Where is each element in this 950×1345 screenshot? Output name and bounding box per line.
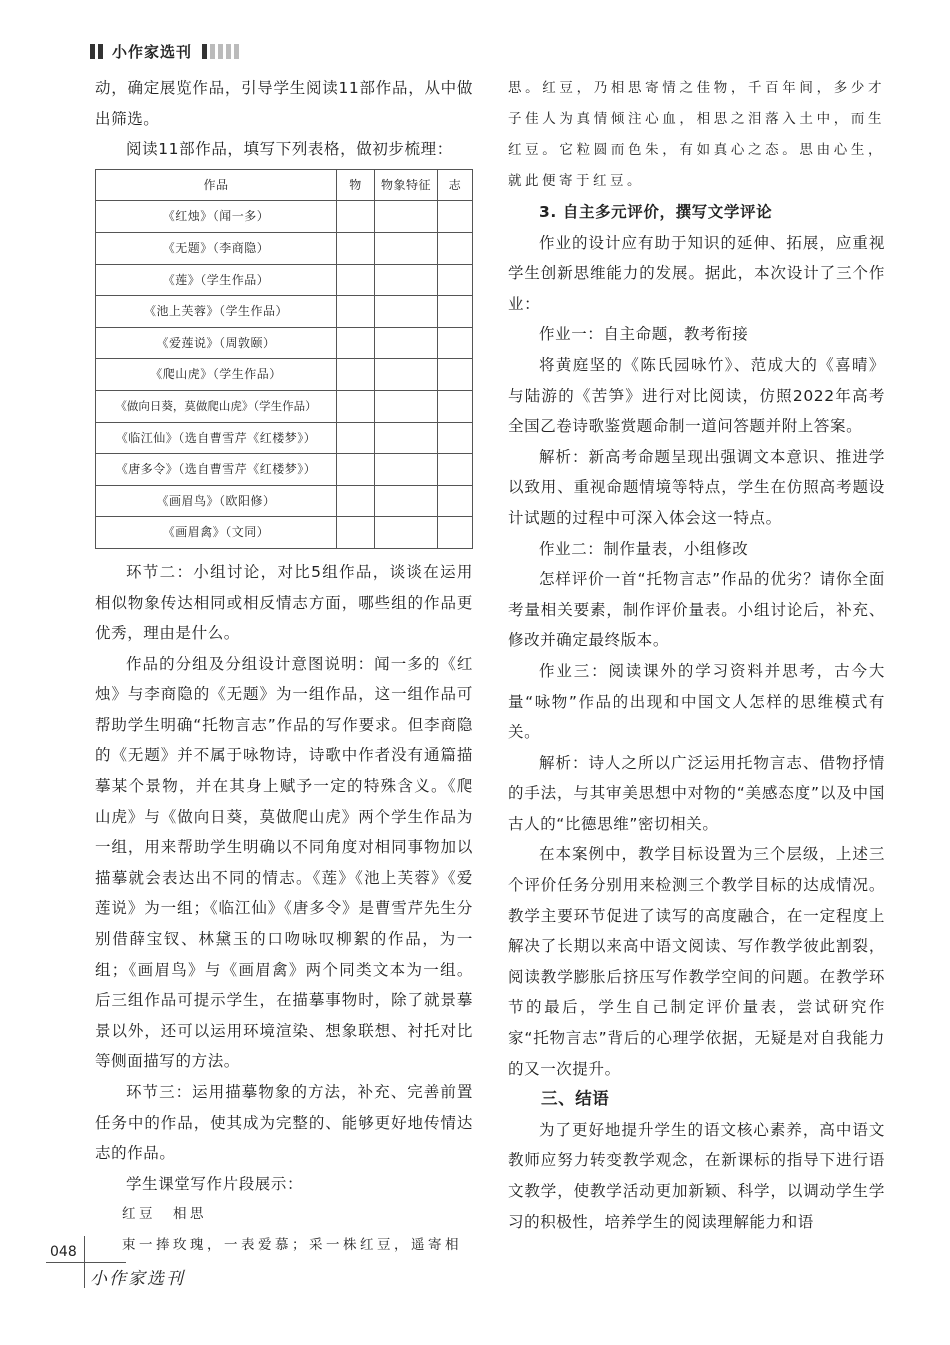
header-bar-icon [234, 44, 239, 59]
paragraph: 将黄庭坚的《陈氏园咏竹》、范成大的《喜晴》与陆游的《苦笋》进行对比阅读，仿照2022年高考全国乙卷诗歌鉴赏题命制一道问答题并附上答案。 [508, 355, 885, 436]
paragraph: 动，确定展览作品，引导学生阅读11部作品，从中做出筛选。 [95, 79, 473, 128]
table-cell: 《画眉禽》（文同） [96, 517, 337, 549]
table-cell: 《画眉鸟》（欧阳修） [96, 485, 337, 517]
paragraph: 环节三：运用描摹物象的方法，补充、完善前置任务中的作品，使其成为完整的、能够更好地传情达志的作品。 [95, 1083, 473, 1163]
poem-title: 红豆 相思 [122, 1206, 207, 1223]
table-header-row [96, 169, 473, 201]
table-row [96, 390, 473, 422]
table-cell: 《临江仙》（选自曹雪芹《红楼梦》） [96, 422, 337, 454]
paragraph: 作品的分组及分组设计意图说明：闻一多的《红烛》与李商隐的《无题》为一组作品，这一组作品可帮助学生明确“托物言志”作品的写作要求。但李商隐的《无题》并不属于咏物诗，诗歌中作者没有通篇描摹某个景物，并在其身上赋予一定的特殊含义。《爬山虎》与《做向日葵，莫做爬山虎》两个学生作品为一组，用来帮助学生明确以不同角度对相同事物加以描摹就会表达出不同的情志。《莲》《池上芙蓉》《爱莲说》为一组；《临江仙》《唐多令》是曹雪芹先生分别借薛宝钗、林黛玉的口吻咏叹柳絮的作品，为一组；《画眉鸟》与《画眉禽》两个同类文本为一组。后三组作品可提示学生，在描摹事物时，除了就景摹景以外，还可以运用环境渲染、想象联想、衬托对比等侧面描写的方法。 [95, 654, 473, 1071]
page-footer [40, 1228, 200, 1298]
journal-logo: 小作家选刊 [90, 1269, 185, 1289]
table-header-cell: 作品 [96, 169, 337, 201]
table-header-cell: 物 [337, 169, 375, 201]
poem-text: 束一捧玫瑰，一表爱慕；采一株红豆，遥寄相 [122, 1236, 462, 1253]
table-row [96, 517, 473, 549]
page-header [90, 40, 242, 62]
table-header-cell: 物象特征 [375, 169, 438, 201]
poem-text: 思。红豆，乃相思寄情之佳物，千百年间，多少才子佳人为真情倾注心血，相思之泪落入土中，而生红豆。它粒圆而色朱，有如真心之态。思由心生，就此便寄于红豆。 [508, 80, 885, 189]
table-row [96, 296, 473, 328]
footer-divider [46, 1262, 126, 1263]
table-cell: 《红烛》（闻一多） [96, 201, 337, 233]
paragraph: 作业的设计应有助于知识的延伸、拓展，应重视学生创新思维能力的发展。据此，本次设计了三个作业： [508, 233, 885, 313]
header-bar-icon [90, 44, 95, 59]
table-row [96, 359, 473, 391]
header-bar-icon [210, 44, 215, 59]
table-cell: 《爱莲说》（周敦颐） [96, 327, 337, 359]
conclusion-heading: 三、结语 [541, 1089, 610, 1109]
paragraph: 作业三：阅读课外的学习资料并思考，古今大量“咏物”作品的出现和中国文人怎样的思维模式有关。 [508, 661, 885, 742]
homework-heading: 作业一：自主命题，教考衔接 [539, 325, 749, 344]
header-bar-icon [226, 44, 231, 59]
header-bar-icon [98, 44, 103, 59]
paragraph: 解析：新高考命题呈现出强调文本意识、推进学以致用、重视命题情境等特点，学生在仿照高考题设计试题的过程中可深入体会这一特点。 [508, 447, 885, 527]
table-cell: 《做向日葵，莫做爬山虎》（学生作品） [96, 390, 337, 422]
homework-heading: 作业二：制作量表，小组修改 [539, 539, 749, 558]
paragraph: 学生课堂写作片段展示： [126, 1174, 304, 1193]
works-table [95, 169, 473, 549]
table-row [96, 201, 473, 233]
table-cell: 《唐多令》（选自曹雪芹《红楼梦》） [96, 454, 337, 486]
page-number: 048 [50, 1244, 77, 1260]
journal-title: 小作家选刊 [112, 42, 193, 61]
table-row [96, 485, 473, 517]
paragraph: 环节二：小组讨论，对比5组作品，谈谈在运用相似物象传达相同或相反情志方面，哪些组的作品更优秀，理由是什么。 [95, 562, 473, 643]
paragraph: 为了更好地提升学生的语文核心素养，高中语文教师应努力转变教学观念，在新课标的指导下进行语文教学，使教学活动更加新颖、科学，以调动学生学习的积极性，培养学生的阅读理解能力和语 [508, 1120, 885, 1231]
table-cell: 《池上芙蓉》（学生作品） [96, 296, 337, 328]
section-heading: 3. 自主多元评价，撰写文学评论 [539, 203, 773, 221]
right-column [508, 73, 885, 1237]
table-row [96, 327, 473, 359]
paragraph: 在本案例中，教学目标设置为三个层级，上述三个评价任务分别用来检测三个教学目标的达成情况。教学主要环节促进了读写的高度融合，在一定程度上解决了长期以来高中语文阅读、写作教学彼此割裂，阅读教学膨胀后挤压写作教学空间的问题。在教学环节的最后，学生自己制定评价量表，尝试研究作家“托物言志”背后的心理学依据，无疑是对自我能力的又一次提升。 [508, 845, 885, 1078]
table-row [96, 422, 473, 454]
table-row [96, 264, 473, 296]
paragraph: 阅读11部作品，填写下列表格，做初步梳理： [126, 140, 453, 159]
table-row [96, 454, 473, 486]
table-row [96, 232, 473, 264]
header-bar-icon [202, 44, 207, 59]
paragraph: 怎样评价一首“托物言志”作品的优劣？请你全面考量相关要素，制作评价量表。小组讨论后，补充、修改并确定最终版本。 [508, 570, 885, 650]
table-cell: 《爬山虎》（学生作品） [96, 359, 337, 391]
paragraph: 解析：诗人之所以广泛运用托物言志、借物抒情的手法，与其审美思想中对物的“美感态度”以及中国古人的“比德思维”密切相关。 [508, 753, 885, 833]
left-column [95, 73, 473, 1261]
table-cell: 《无题》（李商隐） [96, 232, 337, 264]
table-cell: 《莲》（学生作品） [96, 264, 337, 296]
header-bar-icon [218, 44, 223, 59]
table-header-cell: 志 [438, 169, 473, 201]
